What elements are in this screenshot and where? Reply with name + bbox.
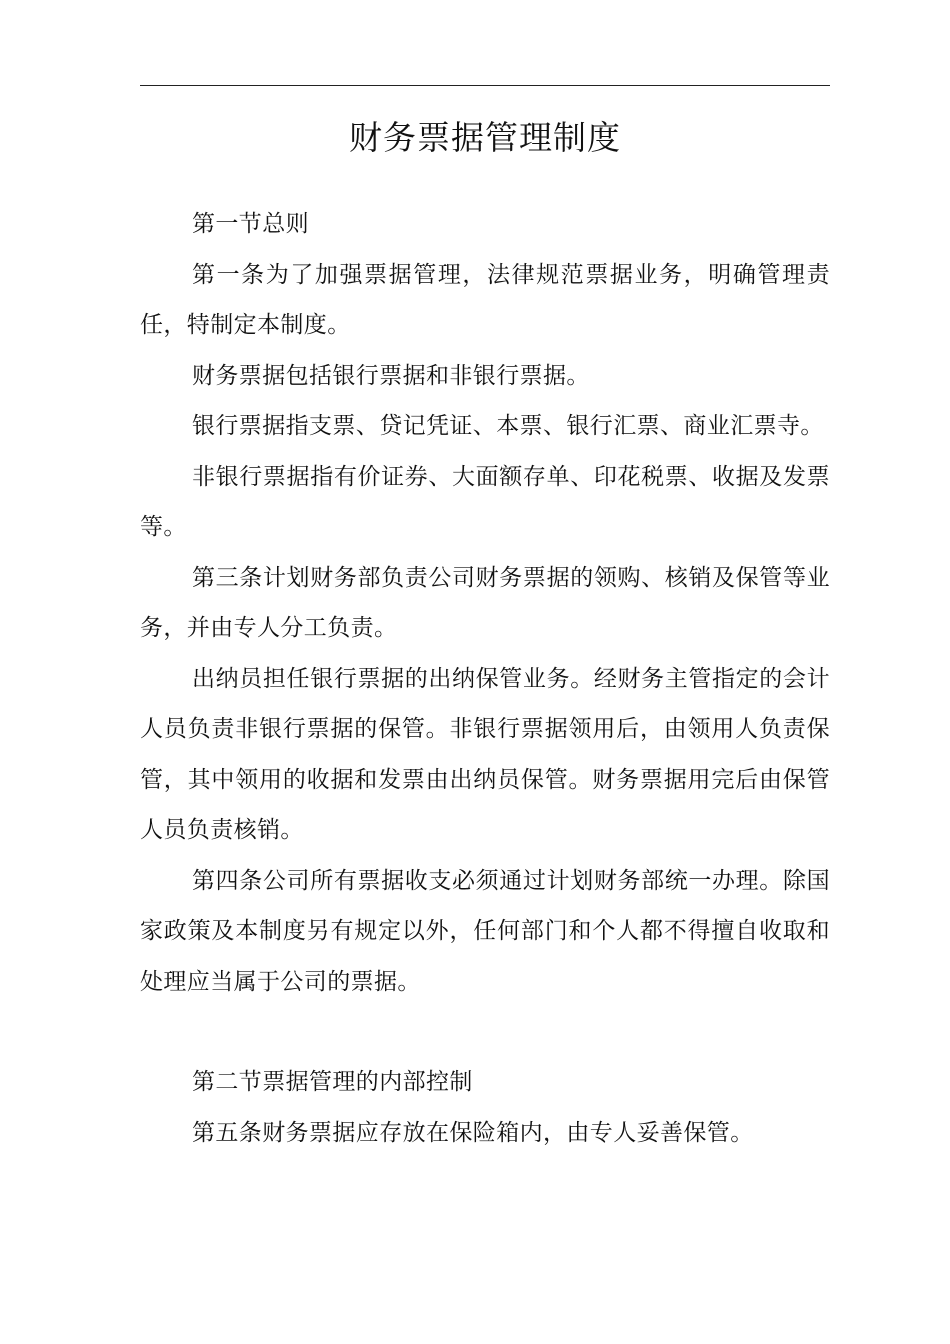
- header-rule: [140, 85, 830, 86]
- article-3: 第三条计划财务部负责公司财务票据的领购、核销及保管等业务，并由专人分工负责。: [140, 564, 830, 641]
- section-spacer: [140, 1007, 830, 1057]
- section-heading-2: 第二节票据管理的内部控制: [192, 1069, 473, 1095]
- paragraph-bank-tickets: 银行票据指支票、贷记凭证、本票、银行汇票、商业汇票寺。: [192, 413, 824, 439]
- paragraph-cashier-duties: 出纳员担任银行票据的出纳保管业务。经财务主管指定的会计人员负责非银行票据的保管。非银行票据领用后，由领用人负责保管，其中领用的收据和发票由出纳员保管。财务票据用完后由保管人员负责核销。: [140, 665, 830, 843]
- article-4: 第四条公司所有票据收支必须通过计划财务部统一办理。除国家政策及本制度另有规定以外，任何部门和个人都不得擅自收取和处理应当属于公司的票据。: [140, 867, 830, 995]
- document-body: [140, 199, 830, 1158]
- paragraph-non-bank-tickets: 非银行票据指有价证券、大面额存单、印花税票、收据及发票等。: [140, 463, 830, 540]
- article-5: 第五条财务票据应存放在保险箱内，由专人妥善保管。: [192, 1119, 754, 1146]
- document-title: 财务票据管理制度: [349, 118, 621, 157]
- paragraph-ticket-types: 财务票据包括银行票据和非银行票据。: [192, 362, 590, 389]
- article-1: 第一条为了加强票据管理，法律规范票据业务，明确管理责任，特制定本制度。: [140, 261, 830, 338]
- section-heading-1: 第一节总则: [192, 211, 309, 237]
